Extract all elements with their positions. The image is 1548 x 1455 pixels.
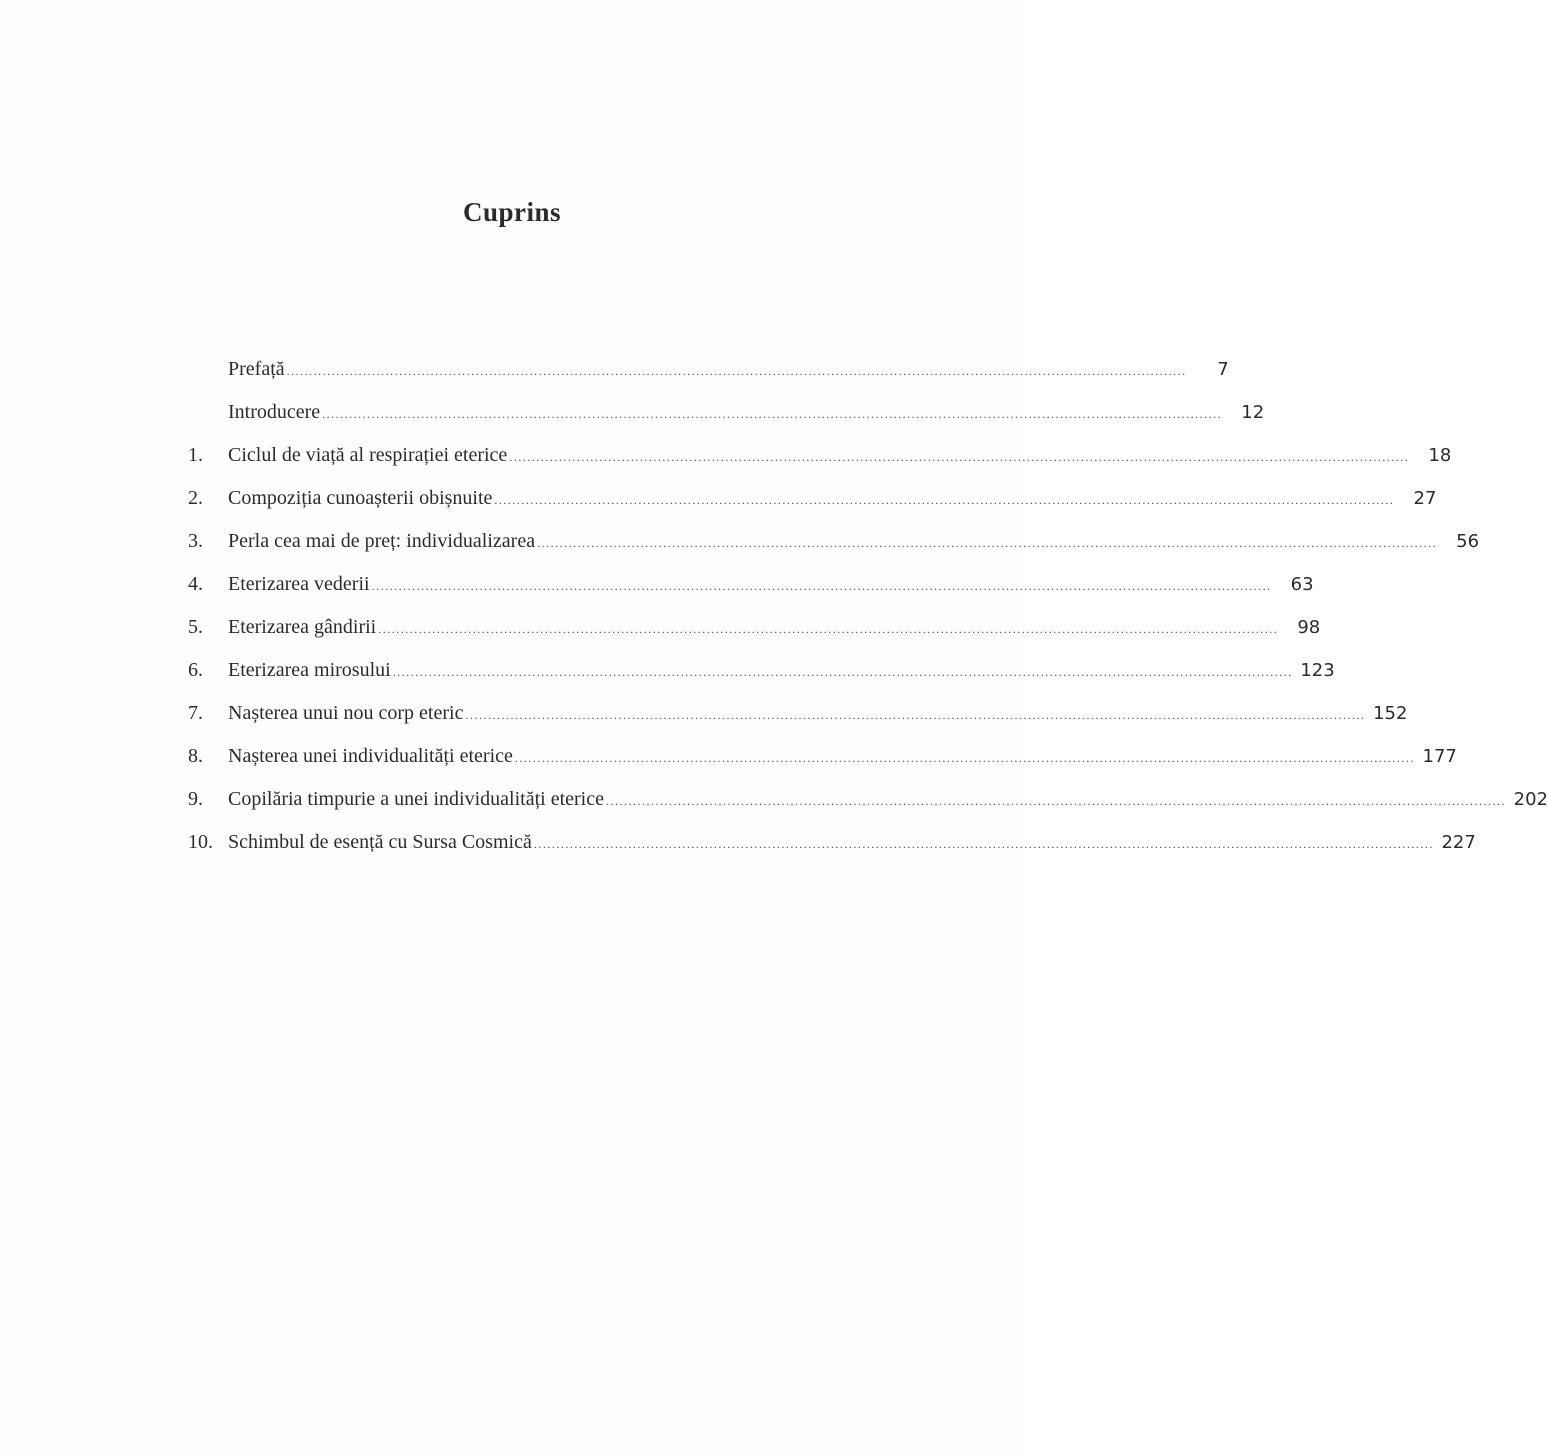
toc-entry <box>186 569 1314 612</box>
entry-page-number: 227 <box>1441 832 1476 853</box>
dot-leader: ........................................................................................................................................................................................................ <box>371 579 1272 593</box>
entry-page-number: 63 <box>1290 574 1314 595</box>
entry-number: 3. <box>188 530 203 552</box>
entry-number: 10. <box>188 831 213 853</box>
dot-leader: ........................................................................................................................................................................................................ <box>494 493 1395 507</box>
entry-number: 2. <box>188 487 203 509</box>
dot-leader: ........................................................................................................................................................................................................ <box>465 708 1366 722</box>
dot-leader: ........................................................................................................................................................................................................ <box>509 450 1410 464</box>
toc-entry <box>186 784 1548 827</box>
dot-leader: ........................................................................................................................................................................................................ <box>322 407 1223 421</box>
dot-leader: ........................................................................................................................................................................................................ <box>514 751 1415 765</box>
entry-label: Compoziția cunoașterii obișnuite <box>228 487 493 509</box>
toc-entry <box>186 483 1437 526</box>
dot-leader: ........................................................................................................................................................................................................ <box>533 837 1434 851</box>
dot-leader: ........................................................................................................................................................................................................ <box>378 622 1279 636</box>
entry-label: Perla cea mai de preț: individualizarea <box>228 530 536 552</box>
dot-leader: ........................................................................................................................................................................................................ <box>606 794 1506 808</box>
toc-entry <box>186 397 1265 440</box>
entry-label: Eterizarea mirosului <box>228 659 391 681</box>
dot-leader: ........................................................................................................................................................................................................ <box>537 536 1438 550</box>
toc-entry <box>186 612 1321 655</box>
entry-page-number: 152 <box>1373 703 1408 724</box>
dot-leader: ........................................................................................................................................................................................................ <box>392 665 1293 679</box>
entry-label: Prefață <box>228 358 285 380</box>
entry-label: Copilăria timpurie a unei individualități eterice <box>228 788 604 810</box>
entry-label: Eterizarea vederii <box>228 573 370 595</box>
toc-entry <box>186 655 1335 698</box>
toc-entry <box>186 354 1229 397</box>
toc-entry <box>186 526 1480 569</box>
toc-entry <box>186 827 1476 870</box>
entry-label: Nașterea unui nou corp eteric <box>228 702 464 724</box>
page-title: Cuprins <box>462 197 562 227</box>
entry-label: Ciclul de viață al respirației eterice <box>228 444 508 466</box>
entry-page-number: 7 <box>1217 359 1229 380</box>
entry-number: 7. <box>188 702 203 724</box>
entry-page-number: 56 <box>1456 531 1480 552</box>
entry-page-number: 18 <box>1428 445 1452 466</box>
entry-number: 1. <box>188 444 203 466</box>
toc-entry <box>186 741 1457 784</box>
toc-entry <box>186 698 1408 741</box>
entry-label: Nașterea unei individualități eterice <box>228 745 513 767</box>
toc-entry <box>186 440 1452 483</box>
entry-label: Schimbul de esență cu Sursa Cosmică <box>228 831 532 853</box>
entry-number: 8. <box>188 745 203 767</box>
entry-number: 4. <box>188 573 203 595</box>
entry-label: Introducere <box>228 401 321 423</box>
entry-page-number: 202 <box>1513 789 1548 810</box>
entry-page-number: 12 <box>1241 402 1265 423</box>
entry-page-number: 98 <box>1297 617 1321 638</box>
entry-number: 9. <box>188 788 203 810</box>
table-of-contents <box>186 354 1548 870</box>
dot-leader: ........................................................................................................................................................................................................ <box>286 364 1187 378</box>
entry-label: Eterizarea gândirii <box>228 616 377 638</box>
entry-page-number: 177 <box>1422 746 1457 767</box>
entry-page-number: 27 <box>1413 488 1437 509</box>
entry-number: 6. <box>188 659 203 681</box>
entry-number: 5. <box>188 616 203 638</box>
entry-page-number: 123 <box>1300 660 1335 681</box>
